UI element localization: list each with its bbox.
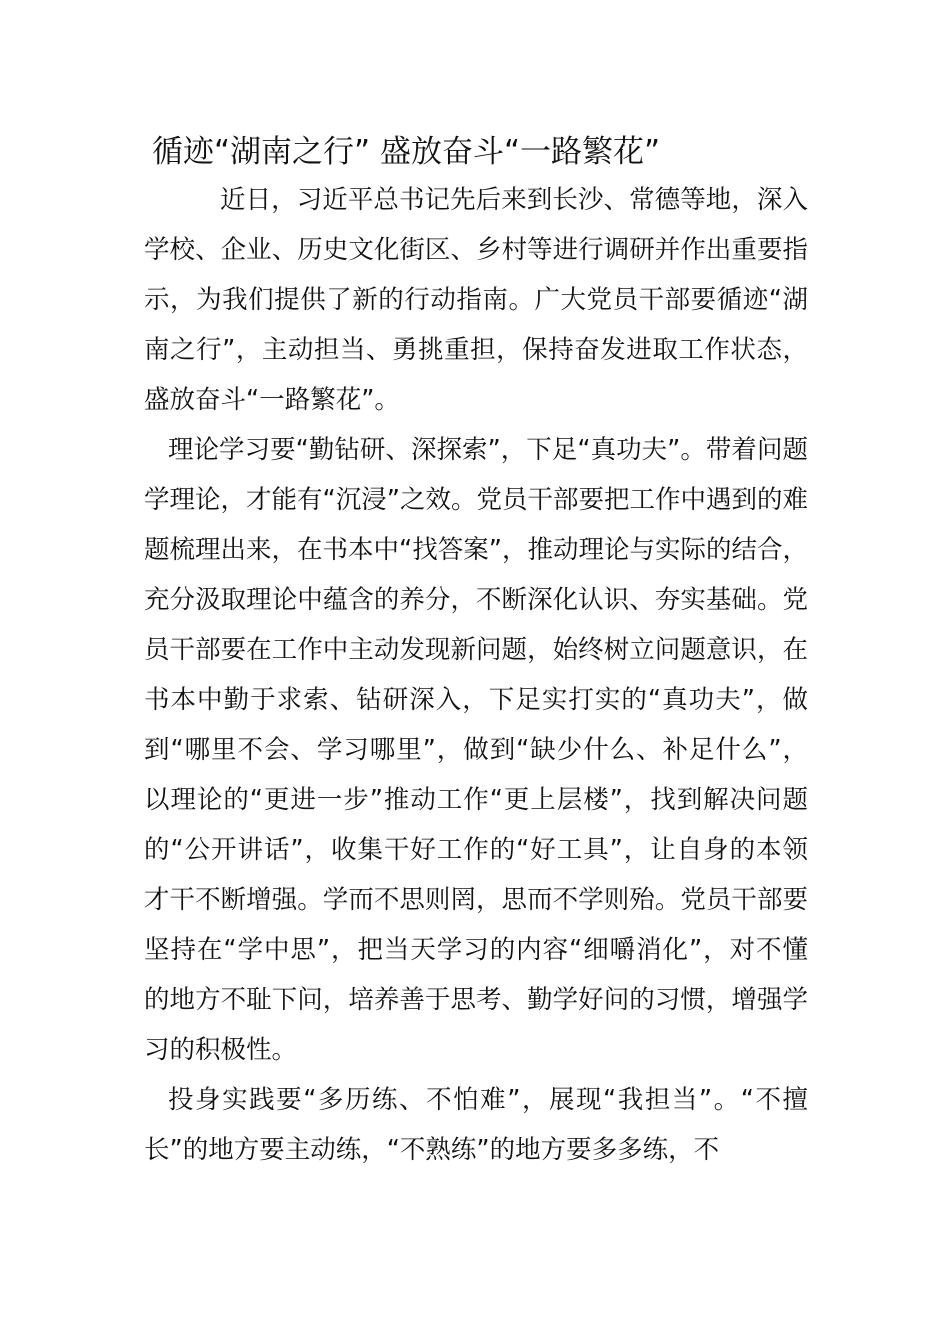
paragraph-practice: 投身实践要“多历练、不怕难”，展现“我担当”。“不擅长”的地方要主动练，“不熟练”的地方要多多练，不 [144, 1085, 808, 1165]
document-body [144, 175, 808, 1175]
paragraph-intro: 近日，习近平总书记先后来到长沙、常德等地，深入学校、企业、历史文化街区、乡村等进行调研并作出重要指示，为我们提供了新的行动指南。广大党员干部要循迹“湖南之行”，主动担当、勇挑重担，保持奋发进取工作状态，盛放奋斗“一路繁花”。 [144, 185, 808, 415]
paragraph-theory-study: 理论学习要“勤钻研、深探索”，下足“真功夫”。带着问题学理论，才能有“沉浸”之效。党员干部要把工作中遇到的难题梳理出来，在书本中“找答案”，推动理论与实际的结合，充分汲取理论中蕴含的养分，不断深化认识、夯实基础。党员干部要在工作中主动发现新问题，始终树立问题意识，在书本中勤于求索、钻研深入，下足实打实的“真功夫”，做到“哪里不会、学习哪里”，做到“缺少什么、补足什么”，以理论的“更进一步”推动工作“更上层楼”，找到解决问题的“公开讲话”，收集干好工作的“好工具”，让自身的本领才干不断增强。学而不思则罔，思而不学则殆。党员干部要坚持在“学中思”，把当天学习的内容“细嚼消化”，对不懂的地方不耻下问，培养善于思考、勤学好问的习惯，增强学习的积极性。 [144, 435, 808, 1065]
document-title: 循迹“湖南之行” 盛放奋斗“一路繁花” [152, 134, 661, 170]
